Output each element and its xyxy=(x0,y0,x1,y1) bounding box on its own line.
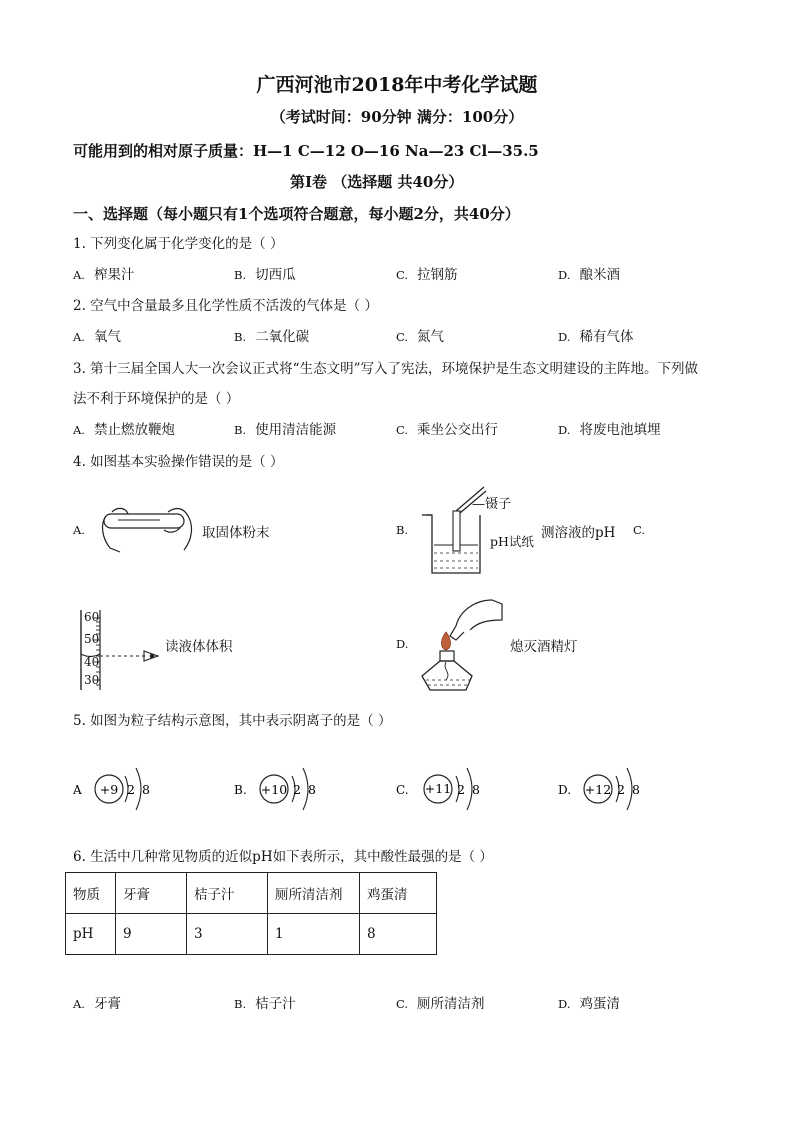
q6-option-b[interactable]: B. 桔子汁 xyxy=(234,996,296,1012)
svg-text:8: 8 xyxy=(472,782,480,797)
q4-option-d-text: 熄灭酒精灯 xyxy=(510,639,578,655)
particle-diagram-a xyxy=(73,756,163,818)
table-row xyxy=(66,914,437,955)
q4-option-d-letter[interactable]: D. xyxy=(396,637,409,651)
table-header-row xyxy=(66,873,437,914)
table-cell: 3 xyxy=(187,914,268,955)
atomic-mass-line: 可能用到的相对原子质量：H—1 C—12 O—16 Na—23 Cl—35.5 xyxy=(73,142,539,160)
question-2-stem: 2. 空气中含量最多且化学性质不活泼的气体是（ ） xyxy=(73,298,378,314)
table-cell: 9 xyxy=(116,914,187,955)
svg-text:8: 8 xyxy=(632,782,640,797)
table-cell: 8 xyxy=(360,914,437,955)
question-6-stem: 6. 生活中几种常见物质的近似pH如下表所示，其中酸性最强的是（ ） xyxy=(73,849,493,865)
q3-option-d[interactable]: D. 将废电池填埋 xyxy=(558,422,661,438)
page-title: 广西河池市2018年中考化学试题 xyxy=(256,74,538,96)
question-1-stem: 1. 下列变化属于化学变化的是（ ） xyxy=(73,236,284,252)
svg-text:8: 8 xyxy=(142,782,150,797)
q5-option-a[interactable] xyxy=(73,756,163,822)
q4-option-c-text: 读液体体积 xyxy=(165,639,233,655)
ph-paper-label: pH试纸 xyxy=(490,534,534,549)
svg-text:D.: D. xyxy=(558,783,572,797)
svg-text:2: 2 xyxy=(457,782,465,797)
svg-text:B.: B. xyxy=(234,783,247,797)
svg-text:A: A xyxy=(73,783,82,797)
svg-text:2: 2 xyxy=(617,782,625,797)
q1-option-b[interactable]: B. 切西瓜 xyxy=(234,267,296,283)
table-cell: 物质 xyxy=(66,873,116,914)
svg-text:8: 8 xyxy=(308,782,316,797)
svg-text:C.: C. xyxy=(396,783,409,797)
q3-option-a[interactable]: A. 禁止燃放鞭炮 xyxy=(73,422,175,438)
q6-option-d[interactable]: D. 鸡蛋清 xyxy=(558,996,620,1012)
tick-50: 50 xyxy=(84,632,100,646)
q4-option-b-letter[interactable]: B. xyxy=(396,523,409,537)
test-tube-powder-figure xyxy=(98,502,198,557)
q1-option-a[interactable]: A. 榨果汁 xyxy=(73,267,135,283)
q3-option-c[interactable]: C. 乘坐公交出行 xyxy=(396,422,499,438)
svg-text:+12: +12 xyxy=(584,782,612,797)
q6-option-c[interactable]: C. 厕所清洁剂 xyxy=(396,996,485,1012)
particle-diagram-b xyxy=(234,756,324,818)
q2-option-d[interactable]: D. 稀有气体 xyxy=(558,329,634,345)
svg-text:+11: +11 xyxy=(424,781,452,796)
q5-option-b[interactable] xyxy=(234,756,324,822)
svg-text:2: 2 xyxy=(293,782,301,797)
q4-option-c-letter[interactable]: C. xyxy=(633,523,646,537)
alcohol-lamp-figure xyxy=(416,596,508,696)
question-4-stem: 4. 如图基本实验操作错误的是（ ） xyxy=(73,454,284,470)
q3-option-b[interactable]: B. 使用清洁能源 xyxy=(234,422,337,438)
q1-option-c[interactable]: C. 拉钢筋 xyxy=(396,267,458,283)
q4-option-a-text: 取固体粉末 xyxy=(202,525,270,541)
q2-option-a[interactable]: A. 氧气 xyxy=(73,329,121,345)
svg-text:+9: +9 xyxy=(99,782,119,797)
q5-option-c[interactable] xyxy=(396,756,486,822)
particle-diagram-c xyxy=(396,756,486,818)
question-3-stem-line2: 法不利于环境保护的是（ ） xyxy=(73,391,240,407)
section-heading: 一、选择题（每小题只有1个选项符合题意，每小题2分，共40分） xyxy=(73,205,520,223)
q2-option-c[interactable]: C. 氮气 xyxy=(396,329,445,345)
q4-option-b-text: 测溶液的pH xyxy=(541,525,616,541)
q5-option-d[interactable] xyxy=(558,756,648,822)
volume-heading: 第Ⅰ卷 （选择题 共40分） xyxy=(290,173,464,191)
table-cell: pH xyxy=(66,914,116,955)
tweezers-label: —镊子 xyxy=(472,497,512,512)
q1-option-d[interactable]: D. 酿米酒 xyxy=(558,267,620,283)
table-cell: 1 xyxy=(268,914,360,955)
table-cell: 鸡蛋清 xyxy=(360,873,437,914)
exam-info: （考试时间：90分钟 满分：100分） xyxy=(270,108,524,126)
svg-text:2: 2 xyxy=(127,782,135,797)
ph-table xyxy=(65,872,437,955)
question-3-stem-line1: 3. 第十三届全国人大一次会议正式将“生态文明”写入了宪法，环境保护是生态文明建设的主阵地。下列做 xyxy=(73,361,698,377)
svg-text:+10: +10 xyxy=(260,782,288,797)
table-cell: 桔子汁 xyxy=(187,873,268,914)
table-cell: 厕所清洁剂 xyxy=(268,873,360,914)
table-cell: 牙膏 xyxy=(116,873,187,914)
q4-option-a-letter[interactable]: A. xyxy=(73,523,85,537)
tick-60: 60 xyxy=(84,610,100,624)
tick-30: 30 xyxy=(84,673,100,687)
particle-diagram-d xyxy=(558,756,648,818)
q2-option-b[interactable]: B. 二氧化碳 xyxy=(234,329,310,345)
q6-option-a[interactable]: A. 牙膏 xyxy=(73,996,121,1012)
tick-40: 40 xyxy=(84,655,100,669)
question-5-stem: 5. 如图为粒子结构示意图，其中表示阴离子的是（ ） xyxy=(73,713,392,729)
